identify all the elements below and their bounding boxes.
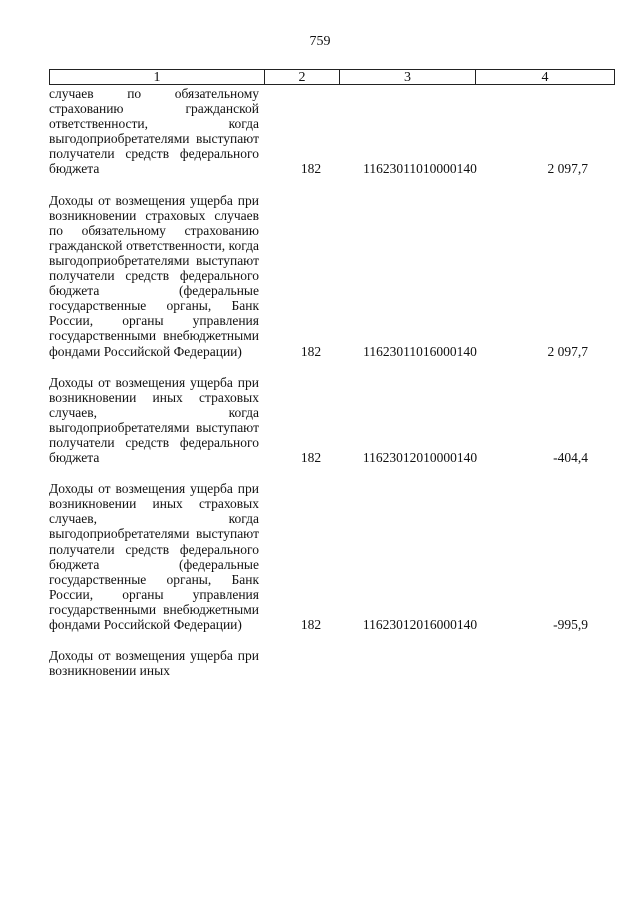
table-header xyxy=(49,69,615,85)
header-col-4: 4 xyxy=(541,70,549,85)
header-col-2: 2 xyxy=(265,70,340,84)
row-description: Доходы от возмещения ущерба при возникновении страховых случаев по обязательному страхованию гражданской ответственности, когда выгодоприобретателями выступают получатели средств федерального бюджета (федеральные государственные органы, Банк России, органы управления государственными внебюджетными фондами Российской Федерации) xyxy=(49,192,259,359)
row-admin-code: 182 xyxy=(300,450,322,466)
table-row xyxy=(49,648,615,678)
row-kbk: 11623011016000140 xyxy=(363,343,477,359)
row-admin-code: 182 xyxy=(300,617,322,632)
table-row xyxy=(49,193,615,359)
row-admin-code: 182 xyxy=(300,343,322,359)
row-description: Доходы от возмещения ущерба при возникновении иных страховых случаев, когда выгодоприобретателями выступают получатели средств федерального бюджета xyxy=(49,374,259,466)
row-admin-code: 182 xyxy=(300,161,322,177)
row-amount: -995,9 xyxy=(553,617,588,632)
row-description: случаев по обязательному страхованию гражданской ответственности, когда выгодоприобретателями выступают получатели средств федерального бюджета xyxy=(49,86,259,177)
row-amount: 2 097,7 xyxy=(547,343,588,359)
header-col-3: 3 xyxy=(340,70,476,84)
row-amount: -404,4 xyxy=(553,450,588,466)
row-kbk: 11623011010000140 xyxy=(363,161,477,177)
row-kbk: 11623012010000140 xyxy=(362,450,478,466)
row-kbk: 11623012016000140 xyxy=(362,617,478,632)
row-description: Доходы от возмещения ущерба при возникновении иных страховых случаев, когда выгодоприобретателями выступают получатели средств федерального бюджета (федеральные государственные органы, Банк России, органы управления государственными внебюджетными фондами Российской Федерации) xyxy=(49,481,259,632)
table-row xyxy=(49,375,615,466)
header-col-1: 1 xyxy=(50,70,265,84)
page-number: 759 xyxy=(309,34,331,49)
row-amount: 2 097,7 xyxy=(547,161,588,177)
table-body xyxy=(49,86,615,694)
row-description: Доходы от возмещения ущерба при возникновении иных xyxy=(49,648,259,679)
table-row xyxy=(49,86,615,177)
table-row xyxy=(49,481,615,632)
